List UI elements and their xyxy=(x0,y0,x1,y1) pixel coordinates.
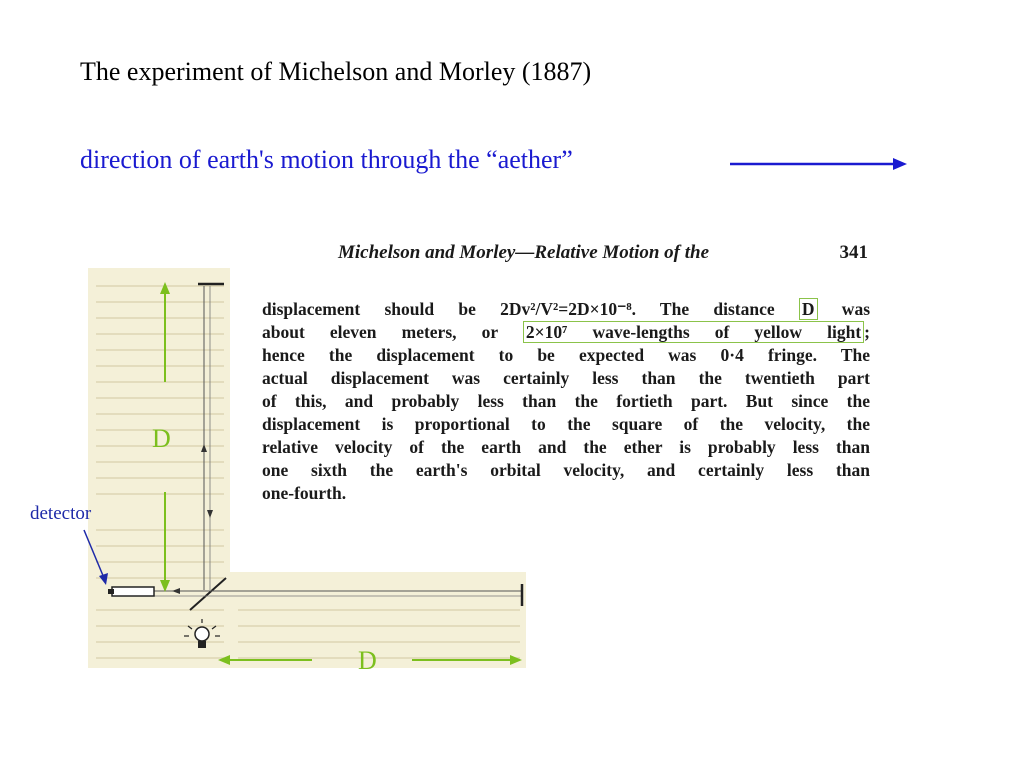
scan-text-fragment: was xyxy=(817,299,871,319)
scan-line-6: displacement is proportional to the square of the velocity, the xyxy=(262,414,870,434)
scan-line-4: actual displacement was certainly less than the twentieth part xyxy=(262,368,870,388)
scan-line-9: one-fourth. xyxy=(262,483,347,503)
distance-label-vertical: D xyxy=(152,424,171,453)
scan-page-number: 341 xyxy=(839,242,868,263)
scan-page-header xyxy=(338,242,878,264)
scan-line-2 xyxy=(262,321,870,344)
distance-label-horizontal: D xyxy=(358,646,377,675)
scan-text-fragment: displacement should be 2D xyxy=(262,299,522,319)
scan-paragraph xyxy=(262,298,870,505)
scan-line-3: hence the displacement to be expected was 0·4 fringe. The xyxy=(262,345,870,365)
scan-line-8: one sixth the earth's orbital velocity, and certainly less than xyxy=(262,460,870,480)
highlight-box-wavelengths: 2×10⁷ wave-lengths of yellow light xyxy=(523,321,864,343)
scan-line-1 xyxy=(262,298,870,321)
velocity-ratio-formula: v²/V² xyxy=(521,299,559,319)
scan-text-fragment: about eleven meters, or xyxy=(262,322,523,342)
detector-label: detector xyxy=(30,503,92,524)
scan-header-title: Michelson and Morley—Relative Motion of the xyxy=(338,242,710,263)
motion-direction-arrow xyxy=(730,154,910,174)
scan-line-5: of this, and probably less than the fortieth part. But since the xyxy=(262,391,870,411)
highlight-box-distance: D xyxy=(799,298,818,320)
scan-text-fragment: ; xyxy=(864,322,870,342)
scanned-paper-excerpt xyxy=(88,230,878,670)
slide-subtitle: direction of earth's motion through the “aether” xyxy=(80,145,573,174)
scan-text-fragment: =2D×10⁻⁸. The distance xyxy=(558,299,799,319)
scan-line-7: relative velocity of the earth and the ether is probably less than xyxy=(262,437,870,457)
slide-title: The experiment of Michelson and Morley (1887) xyxy=(80,57,592,86)
